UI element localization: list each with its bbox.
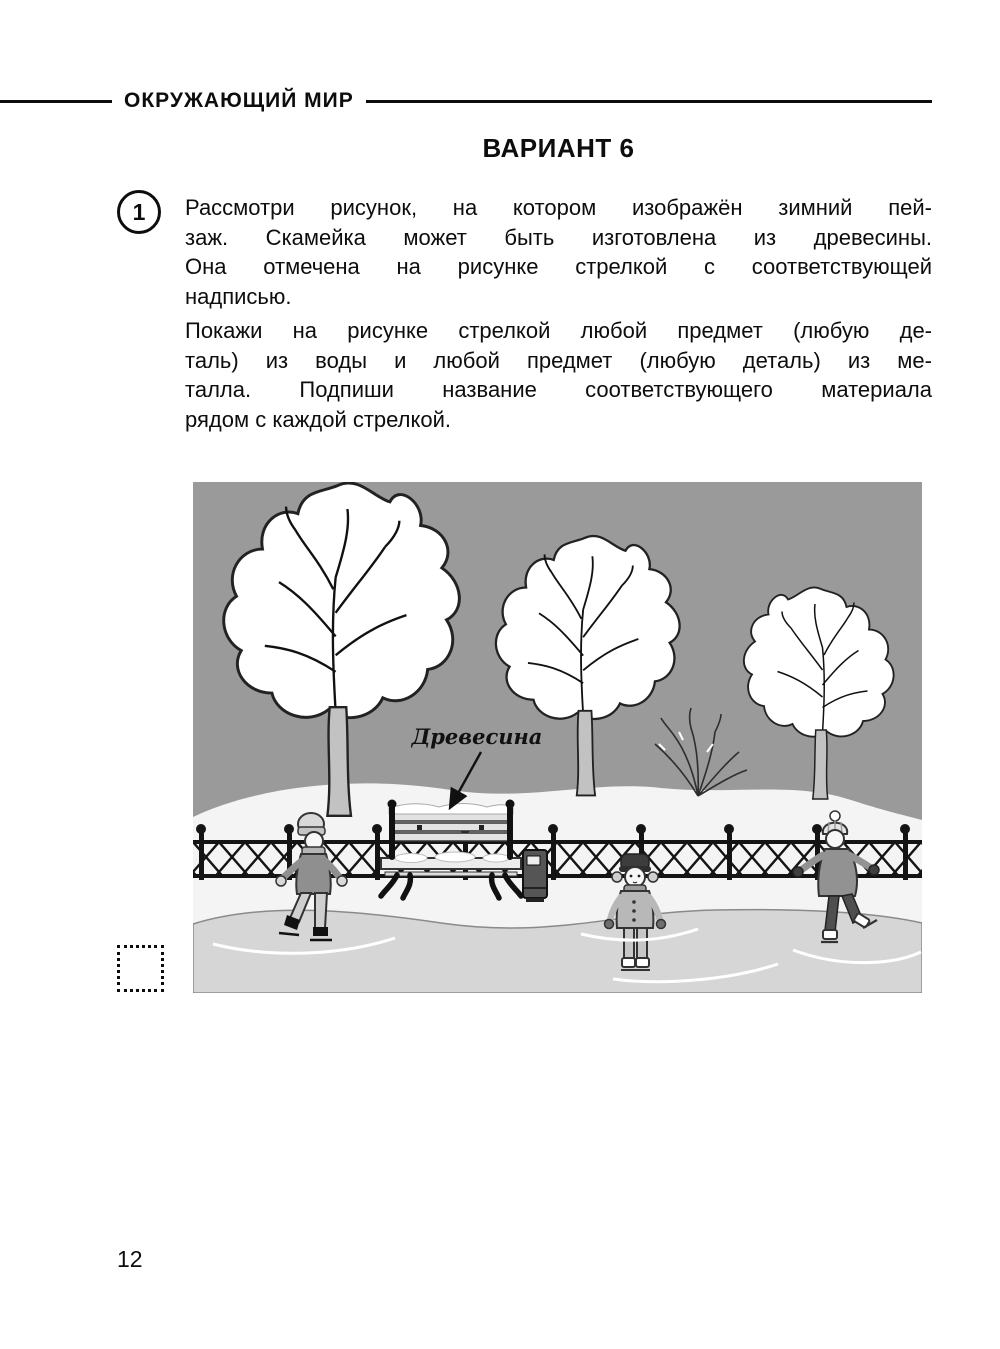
trash-bin [523,850,547,902]
task-number: 1 [132,198,146,225]
material-label: Древесина [411,724,543,749]
task-paragraph-2 [185,316,932,434]
text-line: Рассмотри рисунок, на котором изображён зимний пей- [185,195,932,220]
text-line: рядом с каждой стрелкой. [185,406,452,432]
winter-scene-illustration [193,482,922,993]
running-header [0,88,932,114]
page-number: 12 [117,1246,143,1272]
text-line: заж. Скамейка может быть изготовлена из древесины. [185,224,932,250]
text-line: Покажи на рисунке стрелкой любой предмет (любую де- [185,318,932,343]
text-line: надписью. [185,283,292,309]
task-paragraph-1 [185,193,932,311]
subject-title: ОКРУЖАЮЩИЙ МИР [124,89,354,112]
text-line: Она отмечена на рисунке стрелкой с соответствующей [185,254,932,279]
task-number-circle [117,190,161,234]
text-line: талла. Подпиши название соответствующего материала [185,377,932,402]
variant-title: ВАРИАНТ 6 [482,133,635,163]
header-rule-right [366,100,932,103]
answer-mark-box [117,945,164,992]
text-line: таль) из воды и любой предмет (любую деталь) из ме- [185,347,932,373]
header-rule-left [0,100,112,103]
